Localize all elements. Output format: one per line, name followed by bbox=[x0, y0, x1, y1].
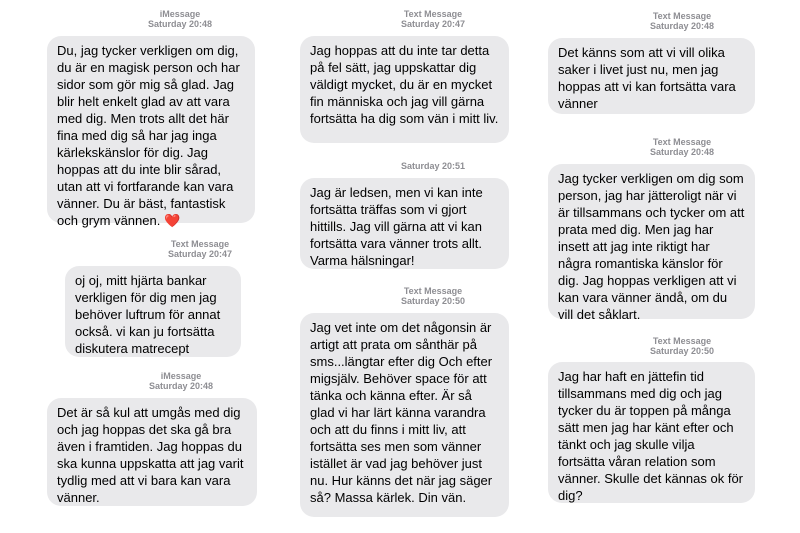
message-text: Jag har haft en jättefin tid tillsammans med dig och jag tycker du är toppen på många sätt men jag har känt efter och tänkt och jag skulle vilja fortsätta våran relation som vänner. Skulle det kännas ok för dig? bbox=[558, 369, 744, 503]
message-header bbox=[160, 239, 240, 259]
message-bubble[interactable] bbox=[65, 266, 241, 357]
message-text: Det känns som att vi vill olika saker i livet just nu, men jag hoppas att vi kan fortsätta vara vänner bbox=[558, 45, 736, 111]
timestamp: Saturday 20:48 bbox=[147, 19, 213, 29]
message-text: oj oj, mitt hjärta bankar verkligen för dig men jag behöver luftrum för annat också. vi kan ju fortsätta diskutera matrecept bbox=[75, 273, 221, 356]
message-header bbox=[642, 11, 722, 31]
service-label: Text Message bbox=[652, 11, 712, 21]
message-bubble[interactable] bbox=[47, 36, 255, 228]
message-bubble[interactable] bbox=[300, 36, 509, 143]
timestamp: Saturday 20:48 bbox=[148, 381, 214, 391]
timestamp: Saturday 20:50 bbox=[649, 346, 715, 356]
timestamp: Saturday 20:51 bbox=[400, 161, 466, 171]
message-bubble[interactable] bbox=[548, 38, 755, 114]
timestamp: Saturday 20:50 bbox=[400, 296, 466, 306]
message-text: Jag är ledsen, men vi kan inte fortsätta träffas som vi gjort hittills. Jag vill gärna att vi kan fortsätta vara vänner trots allt. Varma hälsningar! bbox=[310, 185, 483, 268]
message-bubble[interactable] bbox=[300, 178, 509, 269]
timestamp: Saturday 20:47 bbox=[167, 249, 233, 259]
timestamp: Saturday 20:48 bbox=[649, 21, 715, 31]
service-label: Text Message bbox=[652, 336, 712, 346]
message-text: Jag tycker verkligen om dig som person, jag har jätteroligt när vi är tillsammans och tycker om att prata med dig. Men jag har insett att jag inte riktigt har några romantiska känslor för dig. Jag hoppas verkligen att vi kan vara vänner ändå, om du vill det såklart. bbox=[558, 171, 745, 322]
service-label: Text Message bbox=[403, 9, 463, 19]
message-header bbox=[140, 9, 220, 29]
message-text: Det är så kul att umgås med dig och jag hoppas det ska gå bra även i framtiden. Jag hoppas du ska kunna uppskatta att jag varit tydlig med att vi bara kan vara vänner. bbox=[57, 405, 244, 505]
service-label: Text Message bbox=[652, 137, 712, 147]
timestamp: Saturday 20:48 bbox=[649, 147, 715, 157]
service-label: iMessage bbox=[159, 9, 201, 19]
message-header bbox=[642, 137, 722, 157]
message-bubble[interactable] bbox=[300, 313, 509, 517]
message-header bbox=[393, 9, 473, 29]
service-label: iMessage bbox=[160, 371, 202, 381]
message-header bbox=[393, 286, 473, 306]
timestamp: Saturday 20:47 bbox=[400, 19, 466, 29]
message-bubble[interactable] bbox=[548, 164, 755, 322]
message-text: Du, jag tycker verkligen om dig, du är en magisk person och har sidor som gör mig så glad. Jag blir helt enkelt glad av att vara med dig. Men trots allt det här fina med dig så har jag inga kärlekskänslor för dig. Jag hoppas att du inte blir sårad, utan att vi fortfarande kan vara vänner. Du är bäst, fantastisk och grym vännen. ❤️ bbox=[57, 43, 240, 228]
message-bubble[interactable] bbox=[548, 362, 755, 503]
service-label: Text Message bbox=[403, 286, 463, 296]
message-header bbox=[141, 371, 221, 391]
message-text: Jag vet inte om det någonsin är artigt att prata om sånthär på sms...längtar efter dig Och efter migsjälv. Behöver space för att tänka och känna efter. Är så glad vi har lärt känna varandra och att du finns i mitt liv, att fortsätta ses men som vänner istället är vad jag behöver just nu. Hur känns det när jag säger så? Massa kärlek. Din vän. bbox=[310, 320, 493, 505]
message-header bbox=[642, 336, 722, 356]
message-bubble[interactable] bbox=[47, 398, 257, 506]
message-text: Jag hoppas att du inte tar detta på fel sätt, jag uppskattar dig väldigt mycket, du är en mycket fin människa och jag vill gärna fortsätta ha dig som vän i mitt liv. bbox=[310, 43, 499, 126]
message-header bbox=[393, 161, 473, 171]
service-label: Text Message bbox=[170, 239, 230, 249]
